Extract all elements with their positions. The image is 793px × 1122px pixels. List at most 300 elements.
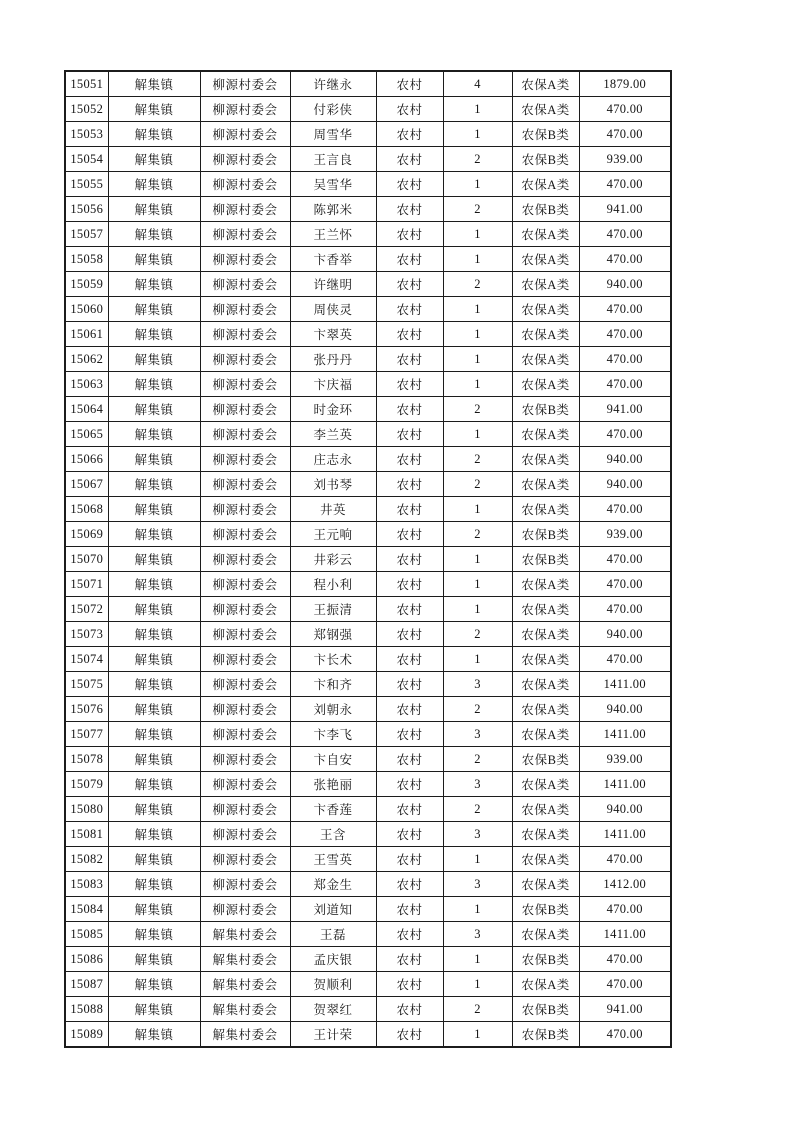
cell-count: 2 — [443, 797, 512, 822]
cell-town: 解集镇 — [108, 197, 200, 222]
table-row — [65, 872, 671, 897]
cell-village: 柳源村委会 — [200, 247, 290, 272]
cell-town: 解集镇 — [108, 422, 200, 447]
cell-residence_type: 农村 — [376, 522, 443, 547]
cell-category: 农保B类 — [512, 997, 579, 1022]
cell-residence_type: 农村 — [376, 272, 443, 297]
cell-amount: 470.00 — [579, 1022, 671, 1048]
table-row — [65, 71, 671, 97]
cell-town: 解集镇 — [108, 747, 200, 772]
cell-residence_type: 农村 — [376, 247, 443, 272]
table-row — [65, 747, 671, 772]
table-row — [65, 597, 671, 622]
cell-town: 解集镇 — [108, 947, 200, 972]
cell-category: 农保A类 — [512, 922, 579, 947]
cell-town: 解集镇 — [108, 122, 200, 147]
cell-id: 15078 — [65, 747, 108, 772]
cell-id: 15058 — [65, 247, 108, 272]
cell-amount: 470.00 — [579, 247, 671, 272]
cell-amount: 939.00 — [579, 747, 671, 772]
cell-count: 1 — [443, 897, 512, 922]
cell-name: 程小利 — [290, 572, 376, 597]
cell-category: 农保A类 — [512, 572, 579, 597]
cell-amount: 470.00 — [579, 897, 671, 922]
cell-village: 柳源村委会 — [200, 372, 290, 397]
cell-town: 解集镇 — [108, 447, 200, 472]
cell-id: 15086 — [65, 947, 108, 972]
cell-residence_type: 农村 — [376, 597, 443, 622]
cell-id: 15080 — [65, 797, 108, 822]
cell-village: 柳源村委会 — [200, 522, 290, 547]
cell-name: 贺顺利 — [290, 972, 376, 997]
cell-village: 柳源村委会 — [200, 347, 290, 372]
cell-count: 1 — [443, 572, 512, 597]
cell-category: 农保B类 — [512, 1022, 579, 1048]
cell-id: 15053 — [65, 122, 108, 147]
records-table-body — [65, 71, 671, 1047]
cell-village: 柳源村委会 — [200, 297, 290, 322]
cell-count: 1 — [443, 547, 512, 572]
cell-count: 2 — [443, 522, 512, 547]
cell-amount: 940.00 — [579, 622, 671, 647]
table-row — [65, 297, 671, 322]
cell-id: 15066 — [65, 447, 108, 472]
cell-town: 解集镇 — [108, 897, 200, 922]
cell-village: 柳源村委会 — [200, 697, 290, 722]
cell-residence_type: 农村 — [376, 397, 443, 422]
cell-count: 3 — [443, 822, 512, 847]
cell-village: 解集村委会 — [200, 997, 290, 1022]
cell-id: 15051 — [65, 71, 108, 97]
cell-town: 解集镇 — [108, 697, 200, 722]
cell-category: 农保A类 — [512, 172, 579, 197]
cell-residence_type: 农村 — [376, 172, 443, 197]
cell-residence_type: 农村 — [376, 972, 443, 997]
cell-amount: 1411.00 — [579, 822, 671, 847]
cell-village: 柳源村委会 — [200, 647, 290, 672]
cell-category: 农保A类 — [512, 872, 579, 897]
cell-count: 3 — [443, 672, 512, 697]
cell-category: 农保B类 — [512, 522, 579, 547]
cell-amount: 1412.00 — [579, 872, 671, 897]
table-row — [65, 997, 671, 1022]
cell-village: 柳源村委会 — [200, 422, 290, 447]
cell-amount: 1411.00 — [579, 922, 671, 947]
cell-residence_type: 农村 — [376, 672, 443, 697]
cell-village: 柳源村委会 — [200, 847, 290, 872]
cell-name: 付彩侠 — [290, 97, 376, 122]
table-row — [65, 547, 671, 572]
table-row — [65, 797, 671, 822]
cell-id: 15079 — [65, 772, 108, 797]
cell-id: 15062 — [65, 347, 108, 372]
cell-village: 柳源村委会 — [200, 397, 290, 422]
cell-town: 解集镇 — [108, 522, 200, 547]
cell-name: 王言良 — [290, 147, 376, 172]
cell-count: 3 — [443, 872, 512, 897]
cell-id: 15060 — [65, 297, 108, 322]
cell-name: 王含 — [290, 822, 376, 847]
cell-id: 15054 — [65, 147, 108, 172]
table-row — [65, 172, 671, 197]
cell-village: 柳源村委会 — [200, 822, 290, 847]
table-row — [65, 947, 671, 972]
cell-category: 农保A类 — [512, 297, 579, 322]
cell-town: 解集镇 — [108, 347, 200, 372]
cell-id: 15088 — [65, 997, 108, 1022]
cell-category: 农保A类 — [512, 222, 579, 247]
cell-town: 解集镇 — [108, 822, 200, 847]
cell-count: 3 — [443, 772, 512, 797]
cell-name: 井彩云 — [290, 547, 376, 572]
cell-residence_type: 农村 — [376, 797, 443, 822]
cell-residence_type: 农村 — [376, 622, 443, 647]
cell-village: 柳源村委会 — [200, 147, 290, 172]
cell-name: 张丹丹 — [290, 347, 376, 372]
cell-id: 15077 — [65, 722, 108, 747]
cell-id: 15071 — [65, 572, 108, 597]
cell-name: 卞翠英 — [290, 322, 376, 347]
cell-count: 1 — [443, 947, 512, 972]
cell-amount: 1411.00 — [579, 772, 671, 797]
cell-category: 农保A类 — [512, 797, 579, 822]
cell-amount: 470.00 — [579, 847, 671, 872]
cell-amount: 941.00 — [579, 197, 671, 222]
cell-name: 孟庆银 — [290, 947, 376, 972]
cell-count: 2 — [443, 397, 512, 422]
cell-id: 15063 — [65, 372, 108, 397]
cell-id: 15052 — [65, 97, 108, 122]
cell-residence_type: 农村 — [376, 472, 443, 497]
cell-amount: 470.00 — [579, 222, 671, 247]
cell-name: 刘道知 — [290, 897, 376, 922]
cell-name: 周侠灵 — [290, 297, 376, 322]
cell-village: 柳源村委会 — [200, 71, 290, 97]
cell-count: 1 — [443, 222, 512, 247]
table-row — [65, 522, 671, 547]
cell-name: 卞和齐 — [290, 672, 376, 697]
cell-residence_type: 农村 — [376, 872, 443, 897]
table-row — [65, 972, 671, 997]
cell-category: 农保A类 — [512, 71, 579, 97]
cell-name: 刘朝永 — [290, 697, 376, 722]
cell-category: 农保B类 — [512, 547, 579, 572]
cell-village: 柳源村委会 — [200, 747, 290, 772]
cell-town: 解集镇 — [108, 872, 200, 897]
cell-name: 卞自安 — [290, 747, 376, 772]
cell-village: 柳源村委会 — [200, 322, 290, 347]
cell-category: 农保A类 — [512, 272, 579, 297]
cell-town: 解集镇 — [108, 997, 200, 1022]
cell-id: 15067 — [65, 472, 108, 497]
cell-village: 柳源村委会 — [200, 122, 290, 147]
cell-amount: 1879.00 — [579, 71, 671, 97]
cell-count: 1 — [443, 172, 512, 197]
cell-category: 农保B类 — [512, 747, 579, 772]
cell-village: 柳源村委会 — [200, 472, 290, 497]
cell-id: 15085 — [65, 922, 108, 947]
cell-residence_type: 农村 — [376, 997, 443, 1022]
cell-category: 农保A类 — [512, 597, 579, 622]
cell-category: 农保A类 — [512, 847, 579, 872]
table-row — [65, 622, 671, 647]
cell-residence_type: 农村 — [376, 347, 443, 372]
cell-town: 解集镇 — [108, 222, 200, 247]
cell-amount: 470.00 — [579, 947, 671, 972]
cell-residence_type: 农村 — [376, 747, 443, 772]
cell-count: 4 — [443, 71, 512, 97]
cell-category: 农保A类 — [512, 322, 579, 347]
cell-amount: 1411.00 — [579, 722, 671, 747]
cell-amount: 470.00 — [579, 547, 671, 572]
cell-village: 柳源村委会 — [200, 447, 290, 472]
cell-name: 李兰英 — [290, 422, 376, 447]
table-row — [65, 647, 671, 672]
cell-amount: 940.00 — [579, 797, 671, 822]
cell-id: 15068 — [65, 497, 108, 522]
cell-category: 农保A类 — [512, 622, 579, 647]
cell-count: 2 — [443, 622, 512, 647]
cell-amount: 470.00 — [579, 297, 671, 322]
cell-name: 王振清 — [290, 597, 376, 622]
cell-residence_type: 农村 — [376, 572, 443, 597]
cell-village: 柳源村委会 — [200, 597, 290, 622]
table-row — [65, 397, 671, 422]
cell-category: 农保A类 — [512, 372, 579, 397]
cell-village: 柳源村委会 — [200, 672, 290, 697]
table-row — [65, 672, 671, 697]
cell-category: 农保B类 — [512, 197, 579, 222]
cell-name: 许继永 — [290, 71, 376, 97]
cell-category: 农保B类 — [512, 397, 579, 422]
cell-residence_type: 农村 — [376, 71, 443, 97]
cell-village: 柳源村委会 — [200, 722, 290, 747]
cell-residence_type: 农村 — [376, 1022, 443, 1048]
cell-residence_type: 农村 — [376, 447, 443, 472]
cell-amount: 470.00 — [579, 97, 671, 122]
cell-count: 1 — [443, 647, 512, 672]
table-row — [65, 197, 671, 222]
cell-town: 解集镇 — [108, 647, 200, 672]
cell-amount: 470.00 — [579, 122, 671, 147]
cell-residence_type: 农村 — [376, 422, 443, 447]
cell-town: 解集镇 — [108, 397, 200, 422]
cell-residence_type: 农村 — [376, 222, 443, 247]
cell-amount: 470.00 — [579, 372, 671, 397]
cell-id: 15075 — [65, 672, 108, 697]
cell-residence_type: 农村 — [376, 547, 443, 572]
table-row — [65, 447, 671, 472]
cell-id: 15084 — [65, 897, 108, 922]
cell-count: 2 — [443, 197, 512, 222]
cell-amount: 939.00 — [579, 147, 671, 172]
table-row — [65, 422, 671, 447]
cell-amount: 470.00 — [579, 322, 671, 347]
cell-residence_type: 农村 — [376, 822, 443, 847]
cell-count: 1 — [443, 347, 512, 372]
cell-town: 解集镇 — [108, 172, 200, 197]
cell-name: 郑金生 — [290, 872, 376, 897]
cell-name: 王雪英 — [290, 847, 376, 872]
cell-residence_type: 农村 — [376, 97, 443, 122]
cell-name: 井英 — [290, 497, 376, 522]
cell-name: 周雪华 — [290, 122, 376, 147]
cell-count: 2 — [443, 272, 512, 297]
cell-name: 卞香举 — [290, 247, 376, 272]
table-row — [65, 497, 671, 522]
cell-id: 15083 — [65, 872, 108, 897]
cell-amount: 1411.00 — [579, 672, 671, 697]
cell-count: 2 — [443, 697, 512, 722]
cell-town: 解集镇 — [108, 297, 200, 322]
cell-id: 15089 — [65, 1022, 108, 1048]
cell-residence_type: 农村 — [376, 847, 443, 872]
cell-count: 1 — [443, 372, 512, 397]
cell-residence_type: 农村 — [376, 122, 443, 147]
cell-residence_type: 农村 — [376, 772, 443, 797]
cell-count: 2 — [443, 747, 512, 772]
cell-name: 庄志永 — [290, 447, 376, 472]
cell-town: 解集镇 — [108, 1022, 200, 1048]
cell-category: 农保A类 — [512, 672, 579, 697]
cell-amount: 940.00 — [579, 697, 671, 722]
cell-name: 王磊 — [290, 922, 376, 947]
cell-id: 15064 — [65, 397, 108, 422]
cell-count: 1 — [443, 847, 512, 872]
cell-amount: 941.00 — [579, 397, 671, 422]
cell-id: 15061 — [65, 322, 108, 347]
cell-count: 2 — [443, 472, 512, 497]
cell-amount: 470.00 — [579, 347, 671, 372]
cell-count: 1 — [443, 422, 512, 447]
cell-count: 3 — [443, 722, 512, 747]
cell-town: 解集镇 — [108, 572, 200, 597]
cell-count: 2 — [443, 447, 512, 472]
cell-id: 15081 — [65, 822, 108, 847]
table-row — [65, 272, 671, 297]
cell-name: 王元响 — [290, 522, 376, 547]
cell-town: 解集镇 — [108, 497, 200, 522]
cell-category: 农保A类 — [512, 722, 579, 747]
cell-category: 农保A类 — [512, 822, 579, 847]
cell-id: 15072 — [65, 597, 108, 622]
cell-town: 解集镇 — [108, 922, 200, 947]
table-row — [65, 697, 671, 722]
cell-town: 解集镇 — [108, 147, 200, 172]
cell-category: 农保A类 — [512, 647, 579, 672]
cell-name: 卞庆福 — [290, 372, 376, 397]
cell-count: 1 — [443, 297, 512, 322]
cell-amount: 470.00 — [579, 497, 671, 522]
cell-town: 解集镇 — [108, 722, 200, 747]
cell-village: 柳源村委会 — [200, 172, 290, 197]
cell-amount: 470.00 — [579, 422, 671, 447]
cell-category: 农保A类 — [512, 972, 579, 997]
table-row — [65, 922, 671, 947]
cell-village: 解集村委会 — [200, 922, 290, 947]
cell-village: 柳源村委会 — [200, 197, 290, 222]
table-row — [65, 147, 671, 172]
cell-town: 解集镇 — [108, 272, 200, 297]
cell-town: 解集镇 — [108, 622, 200, 647]
cell-category: 农保A类 — [512, 497, 579, 522]
cell-category: 农保B类 — [512, 147, 579, 172]
table-row — [65, 347, 671, 372]
cell-name: 时金环 — [290, 397, 376, 422]
table-row — [65, 847, 671, 872]
cell-count: 1 — [443, 322, 512, 347]
cell-residence_type: 农村 — [376, 922, 443, 947]
table-row — [65, 722, 671, 747]
cell-town: 解集镇 — [108, 247, 200, 272]
records-table — [64, 70, 672, 1048]
cell-amount: 470.00 — [579, 172, 671, 197]
cell-residence_type: 农村 — [376, 947, 443, 972]
cell-name: 贺翠红 — [290, 997, 376, 1022]
cell-count: 1 — [443, 122, 512, 147]
cell-name: 王计荣 — [290, 1022, 376, 1048]
cell-category: 农保A类 — [512, 247, 579, 272]
cell-category: 农保B类 — [512, 947, 579, 972]
table-row — [65, 372, 671, 397]
cell-category: 农保A类 — [512, 772, 579, 797]
cell-village: 柳源村委会 — [200, 622, 290, 647]
cell-name: 卞长术 — [290, 647, 376, 672]
cell-village: 解集村委会 — [200, 972, 290, 997]
cell-town: 解集镇 — [108, 597, 200, 622]
cell-id: 15055 — [65, 172, 108, 197]
cell-village: 柳源村委会 — [200, 897, 290, 922]
cell-category: 农保A类 — [512, 697, 579, 722]
table-row — [65, 772, 671, 797]
table-row — [65, 897, 671, 922]
table-row — [65, 122, 671, 147]
cell-category: 农保A类 — [512, 422, 579, 447]
cell-count: 1 — [443, 247, 512, 272]
cell-amount: 470.00 — [579, 647, 671, 672]
cell-id: 15056 — [65, 197, 108, 222]
cell-village: 柳源村委会 — [200, 797, 290, 822]
cell-id: 15074 — [65, 647, 108, 672]
cell-amount: 470.00 — [579, 972, 671, 997]
cell-village: 解集村委会 — [200, 1022, 290, 1048]
cell-amount: 940.00 — [579, 272, 671, 297]
cell-amount: 940.00 — [579, 472, 671, 497]
cell-name: 陈郭米 — [290, 197, 376, 222]
cell-count: 1 — [443, 1022, 512, 1048]
cell-residence_type: 农村 — [376, 497, 443, 522]
cell-count: 3 — [443, 922, 512, 947]
cell-amount: 939.00 — [579, 522, 671, 547]
cell-residence_type: 农村 — [376, 372, 443, 397]
cell-id: 15059 — [65, 272, 108, 297]
cell-town: 解集镇 — [108, 322, 200, 347]
cell-town: 解集镇 — [108, 97, 200, 122]
cell-id: 15070 — [65, 547, 108, 572]
cell-category: 农保A类 — [512, 97, 579, 122]
cell-town: 解集镇 — [108, 71, 200, 97]
cell-village: 柳源村委会 — [200, 772, 290, 797]
cell-village: 柳源村委会 — [200, 222, 290, 247]
cell-residence_type: 农村 — [376, 147, 443, 172]
cell-id: 15065 — [65, 422, 108, 447]
cell-name: 吴雪华 — [290, 172, 376, 197]
cell-count: 2 — [443, 997, 512, 1022]
cell-town: 解集镇 — [108, 772, 200, 797]
cell-name: 刘书琴 — [290, 472, 376, 497]
cell-residence_type: 农村 — [376, 322, 443, 347]
table-row — [65, 97, 671, 122]
